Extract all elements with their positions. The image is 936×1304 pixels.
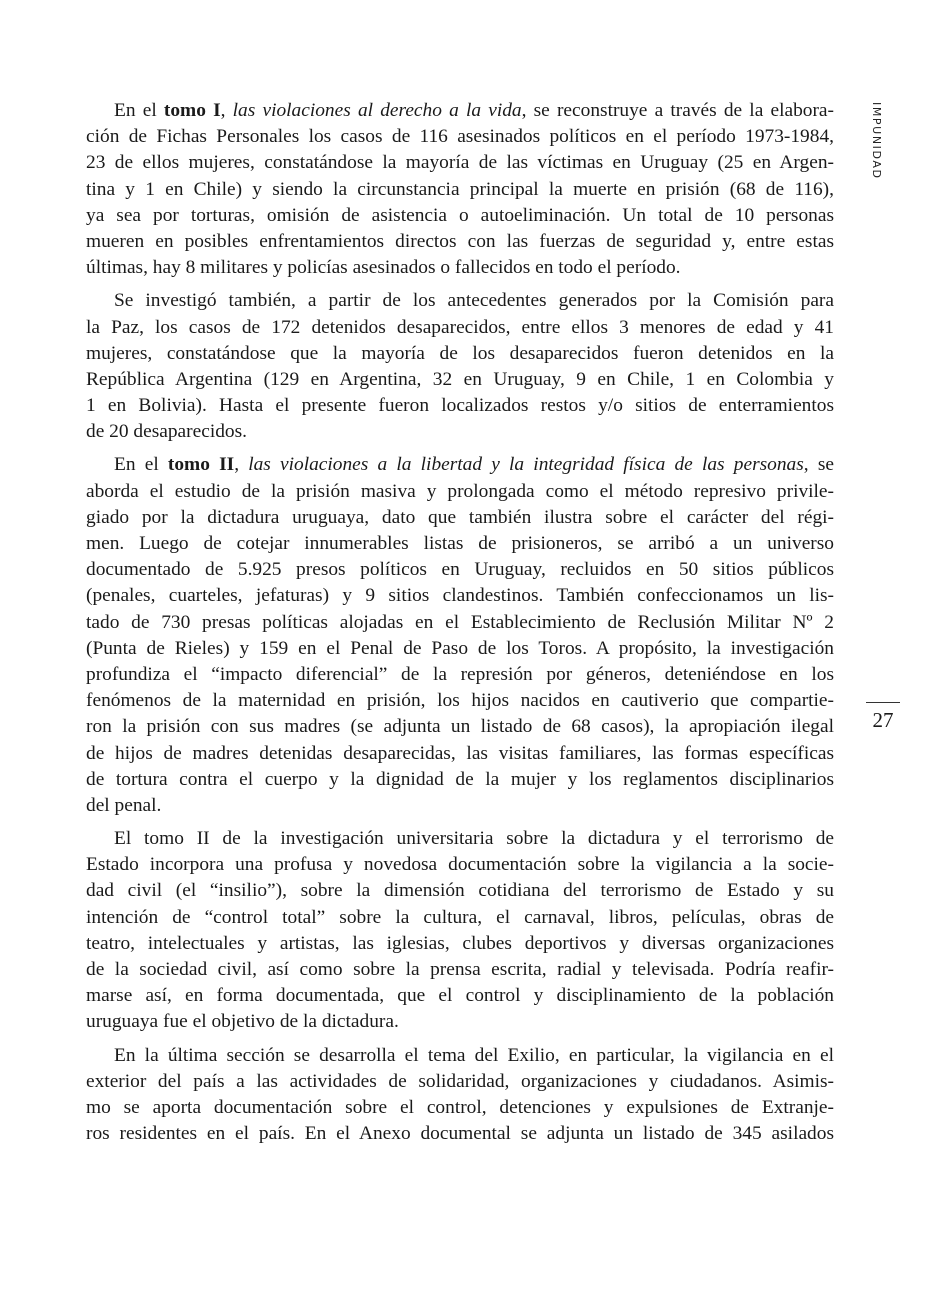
- italic-title: las violaciones al derecho a la vida: [232, 100, 522, 121]
- paragraph: [86, 98, 834, 281]
- bold-term: tomo I: [163, 100, 221, 121]
- text-line: de 20 desaparecidos.: [86, 421, 247, 443]
- text-line: teatro, intelectuales y artistas, las iglesias, clubes deportivos y diversas organizaciones: [86, 932, 834, 954]
- text-line: En el tomo II, las violaciones a la libertad y la integridad física de las personas, se: [114, 454, 834, 476]
- text-line: mo se aporta documentación sobre el control, detenciones y expulsiones de Extranje-: [86, 1096, 834, 1118]
- text-line: mujeres, constatándose que la mayoría de los desaparecidos fueron detenidos en la: [86, 342, 834, 364]
- text-line: marse así, en forma documentada, que el control y disciplinamiento de la población: [86, 985, 834, 1007]
- text-line: (penales, cuarteles, jefaturas) y 9 sitios clandestinos. También confeccionamos un lis-: [86, 585, 834, 607]
- text-line: En el tomo I, las violaciones al derecho a la vida, se reconstruye a través de la elabora-: [114, 100, 834, 121]
- text-line: giado por la dictadura uruguaya, dato que también ilustra sobre el carácter del régi-: [86, 506, 834, 528]
- text-line: mueren en posibles enfrentamientos directos con las fuerzas de seguridad y, entre estas: [86, 230, 834, 252]
- text-line: dad civil (el “insilio”), sobre la dimensión cotidiana del terrorismo de Estado y su: [86, 880, 834, 902]
- text-line: fenómenos de la maternidad en prisión, los hijos nacidos en cautiverio que compartie-: [86, 690, 834, 712]
- paragraph: [86, 826, 834, 1036]
- italic-title: las violaciones a la libertad y la integridad física de las personas: [248, 454, 804, 476]
- text-line: ya sea por torturas, omisión de asistencia o autoeliminación. Un total de 10 personas: [86, 204, 834, 226]
- text-line: de tortura contra el cuerpo y la dignidad de la mujer y los reglamentos disciplinarios: [86, 768, 834, 790]
- text-line: ros residentes en el país. En el Anexo documental se adjunta un listado de 345 asilados: [86, 1123, 834, 1145]
- paragraph: [86, 288, 834, 445]
- text-line: En la última sección se desarrolla el tema del Exilio, en particular, la vigilancia en el: [114, 1044, 834, 1066]
- text-line: aborda el estudio de la prisión masiva y prolongada como el método represivo privile-: [86, 480, 834, 502]
- body-text: [86, 98, 834, 1154]
- running-head: IMPUNIDAD: [870, 102, 883, 180]
- text-line: la Paz, los casos de 172 detenidos desaparecidos, entre ellos 3 menores de edad y 41: [86, 316, 834, 338]
- text-line: República Argentina (129 en Argentina, 32 en Uruguay, 9 en Chile, 1 en Colombia y: [86, 368, 834, 390]
- text-line: últimas, hay 8 militares y policías asesinados o fallecidos en todo el período.: [86, 257, 681, 279]
- text-line: men. Luego de cotejar innumerables listas de prisioneros, se arribó a un universo: [86, 533, 834, 554]
- bold-term: tomo II: [167, 454, 235, 476]
- text-line: documentado de 5.925 presos políticos en Uruguay, recluidos en 50 sitios públicos: [86, 559, 834, 581]
- paragraph: [86, 452, 834, 819]
- page-number: 27: [872, 708, 894, 732]
- text-line: Estado incorpora una profusa y novedosa documentación sobre la vigilancia a la socie-: [86, 854, 834, 876]
- text-line: exterior del país a las actividades de solidaridad, organizaciones y ciudadanos. Asimis-: [86, 1070, 834, 1092]
- text-line: de hijos de madres detenidas desaparecidas, las visitas familiares, las formas específicas: [86, 742, 834, 764]
- text-line: ron la prisión con sus madres (se adjunta un listado de 68 casos), la apropiación ilegal: [86, 716, 834, 738]
- paragraph: [86, 1043, 834, 1148]
- text-line: intención de “control total” sobre la cultura, el carnaval, libros, películas, obras de: [86, 906, 834, 928]
- text-line: 1 en Bolivia). Hasta el presente fueron localizados restos y/o sitios de enterramientos: [86, 395, 834, 417]
- page-number-rule: [866, 702, 900, 703]
- text-line: de la sociedad civil, así como sobre la prensa escrita, radial y televisada. Podría reafir-: [86, 959, 834, 980]
- text-line: Se investigó también, a partir de los antecedentes generados por la Comisión para: [114, 290, 834, 312]
- text-line: (Punta de Rieles) y 159 en el Penal de Paso de los Toros. A propósito, la investigación: [86, 637, 834, 659]
- text-line: tina y 1 en Chile) y siendo la circunstancia principal la muerte en prisión (68 de 116),: [86, 178, 834, 200]
- text-line: uruguaya fue el objetivo de la dictadura.: [86, 1011, 399, 1033]
- text-line: El tomo II de la investigación universitaria sobre la dictadura y el terrorismo de: [114, 828, 834, 850]
- text-line: ción de Fichas Personales los casos de 116 asesinados políticos en el período 1973-1984,: [86, 126, 834, 148]
- text-line: profundiza el “impacto diferencial” de la represión por géneros, deteniéndose en los: [86, 663, 834, 685]
- text-line: tado de 730 presas políticas alojadas en el Establecimiento de Reclusión Militar Nº 2: [86, 611, 834, 633]
- text-line: del penal.: [86, 794, 162, 816]
- text-line: 23 de ellos mujeres, constatándose la mayoría de las víctimas en Uruguay (25 en Argen-: [86, 152, 834, 174]
